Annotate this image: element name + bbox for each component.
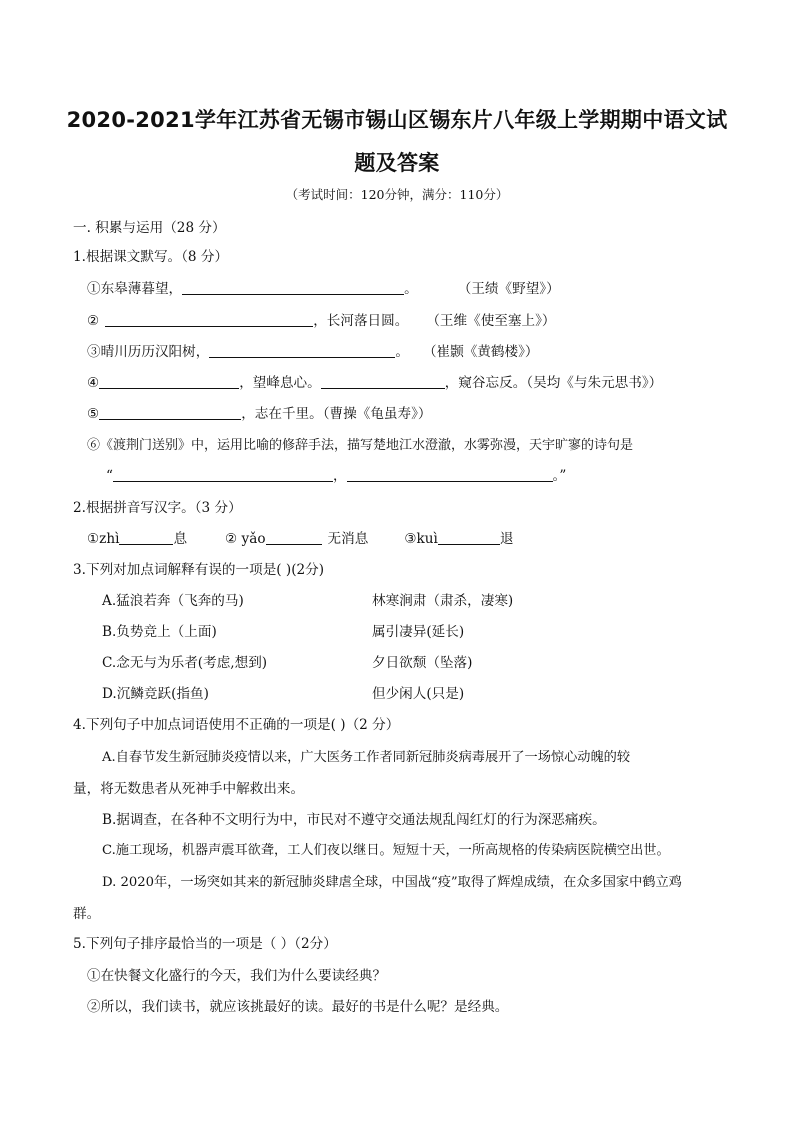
q4-option-a-line-1: A.自春节发生新冠肺炎疫情以来，广大医务工作者同新冠肺炎病毒展开了一场惊心动魄的较 [102,750,631,765]
q1-item-4-num: ④ [87,375,100,391]
q1-item-1-source: （王绩《野望》） [457,281,560,297]
q2-item-1-text: 息 [173,531,188,547]
question-2-stem: 2.根据拼音写汉字。（3 分） [73,500,242,516]
exam-title-line-1: 2020-2021学年江苏省无锡市锡山区锡东片八年级上学期期中语文试 [66,108,728,132]
q1-item-6-answer [106,467,566,485]
answer-blank[interactable] [438,530,500,545]
q1-item-2-source: （王维《使至塞上》） [426,313,556,329]
q1-item-4-source: ，窥谷忘反。（吴均《与朱元思书》） [444,375,663,391]
q2-item-2-text: 无消息 [327,531,369,547]
q2-item-3-text: 退 [499,531,514,547]
q1-item-1-text: ①东皋薄暮望， [87,281,183,297]
q3-option-c-right: 夕日欲颓（坠落) [372,655,473,671]
answer-blank[interactable] [321,374,445,389]
q2-item-2-pinyin: ② yǎo [225,531,266,547]
q4-option-b: B.据调查，在各种不文明行为中，市民对不遵守交通法规乱闯红灯的行为深恶痛疾。 [102,812,606,828]
answer-blank[interactable] [209,343,395,358]
q4-option-a-line-2: 量，将无数患者从死神手中解救出来。 [73,781,305,797]
q1-item-4-text: ，望峰息心。 [239,375,321,391]
q3-option-d-left: D.沉鳞竞跃(指鱼) [102,686,209,702]
answer-blank[interactable] [119,530,173,545]
q3-option-a-left: A.猛浪若奔（飞奔的马) [102,593,244,609]
q1-item-1 [87,280,560,298]
answer-blank[interactable] [99,405,241,420]
question-1-stem: 1.根据课文默写。（8 分） [73,249,229,265]
q1-item-5-source: ，志在千里。（曹操《龟虽寿》） [241,406,432,422]
q1-item-4 [87,374,662,392]
q4-option-c: C.施工现场，机器声震耳欲聋，工人们夜以继日。短短十天，一所高规格的传染病医院横空出世。 [102,843,670,858]
close-quote: 。” [552,468,567,484]
exam-duration-note: （考试时间：120分钟，满分：110分） [285,187,509,202]
comma: ， [332,468,347,484]
q5-sentence-2: ②所以，我们读书，就应该挑最好的读。最好的书是什么呢？是经典。 [87,999,509,1015]
q2-items [87,530,513,548]
answer-blank[interactable] [113,467,333,482]
question-3-stem: 3.下列对加点词解释有误的一项是( )(2分) [73,562,325,578]
q1-item-3 [87,343,538,361]
q1-item-6-stem: ⑥《渡荆门送别》中，运用比喻的修辞手法，描写楚地江水澄澈，水雾弥漫，天宇旷寥的诗句是 [87,438,634,453]
answer-blank[interactable] [105,312,313,327]
exam-title-line-2: 题及答案 [354,151,440,175]
q4-option-d-line-2: 群。 [73,906,101,922]
answer-blank[interactable] [99,374,239,389]
q3-option-d-right: 但少闲人(只是) [372,686,465,702]
q1-item-3-punct: 。 [395,344,409,360]
q2-item-1-pinyin: ①zhì [87,531,120,547]
q1-item-1-punct: 。 [404,281,418,297]
open-quote: “ [106,468,113,484]
q3-option-b-left: B.负势竞上（上面) [102,624,217,640]
answer-blank[interactable] [182,280,404,295]
question-5-stem: 5.下列句子排序最恰当的一项是（ ）（2分） [73,936,337,952]
question-4-stem: 4.下列句子中加点词语使用不正确的一项是( )（2 分） [73,717,400,733]
answer-blank[interactable] [266,530,322,545]
q4-option-d-line-1: D. 2020年，一场突如其来的新冠肺炎肆虐全球，中国战“疫”取得了辉煌成绩，在众多国家中鹤立鸡 [102,875,682,890]
q5-sentence-1: ①在快餐文化盛行的今天，我们为什么要读经典？ [87,968,387,984]
q3-option-b-right: 属引凄异(延长) [372,624,465,640]
q1-item-5-num: ⑤ [87,406,100,422]
q1-item-2-text: ，长河落日圆。 [313,313,409,329]
answer-blank[interactable] [347,467,553,482]
q3-option-a-right: 林寒涧肃（肃杀，凄寒) [372,593,514,609]
q1-item-3-source: （崔颢《黄鹤楼》） [422,344,539,360]
q2-item-3-pinyin: ③kuì [404,531,438,547]
q3-option-c-left: C.念无与为乐者(考虑,想到) [102,655,268,671]
section-heading: 一. 积累与运用（28 分） [73,220,226,236]
q1-item-5 [87,405,432,423]
q1-item-2 [87,312,555,330]
q1-item-3-text: ③晴川历历汉阳树， [87,344,210,360]
q1-item-2-num: ② [87,313,100,329]
